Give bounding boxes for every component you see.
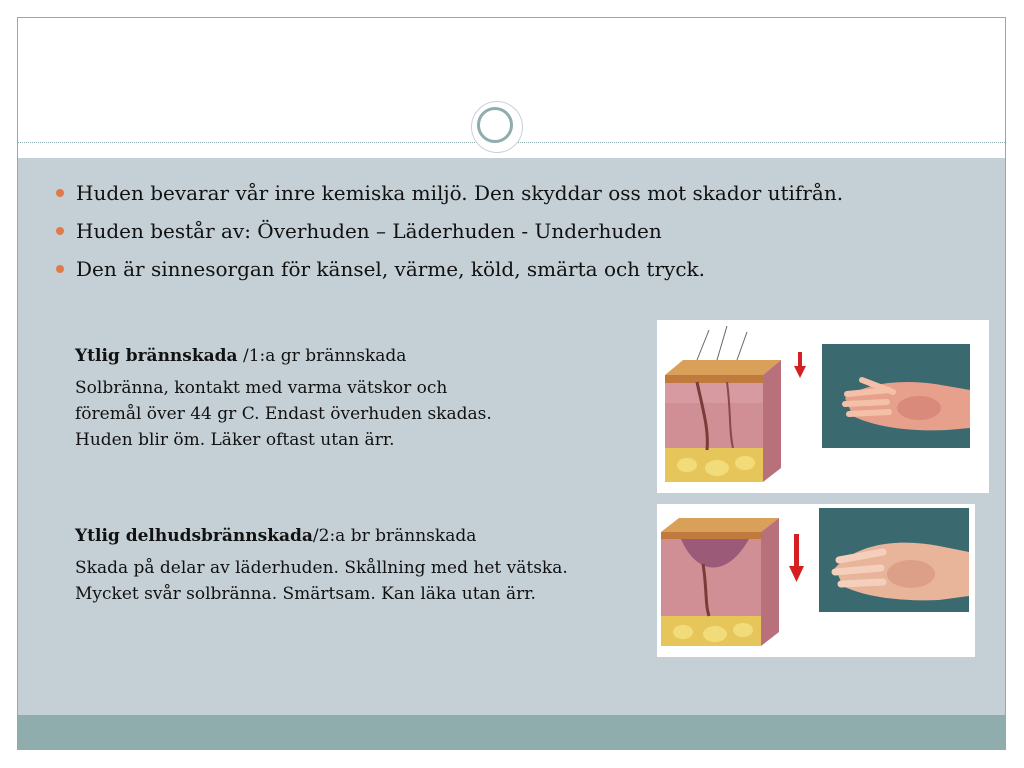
bullet-dot-icon [56,227,64,235]
hand-photo-icon [819,508,969,612]
down-arrow-icon [789,534,804,582]
skin-cross-section-icon [661,518,779,646]
hand-photo-icon [822,344,970,448]
section-heading: Ytlig brännskada /1:a gr brännskada [75,346,407,366]
bullet-list [56,176,843,290]
section-first-degree [75,343,492,453]
section-text-line: föremål över 44 gr C. Endast överhuden skadas. [75,404,492,424]
circle-ornament-icon [472,102,522,152]
bullet-item: Den är sinnesorgan för känsel, värme, köld, smärta och tryck. [56,252,843,290]
skin-cross-section-icon [665,326,781,482]
down-arrow-icon [794,352,806,378]
footer-band [18,715,1005,749]
section-text-line: Skada på delar av läderhuden. Skållning med het vätska. [75,558,568,578]
section-text-line: Huden blir öm. Läker oftast utan ärr. [75,430,395,450]
section-text-line: Mycket svår solbränna. Smärtsam. Kan läka utan ärr. [75,584,536,604]
bullet-item: Huden består av: Överhuden – Läderhuden - Underhuden [56,214,843,252]
first-degree-burn-illustration [657,320,989,493]
bullet-item: Huden bevarar vår inre kemiska miljö. Den skyddar oss mot skador utifrån. [56,176,843,214]
second-degree-burn-illustration [657,504,975,657]
section-heading: Ytlig delhudsbrännskada/2:a br brännskada [75,526,477,546]
bullet-dot-icon [56,265,64,273]
bullet-dot-icon [56,189,64,197]
section-text-line: Solbränna, kontakt med varma vätskor och [75,378,448,398]
section-second-degree [75,523,568,607]
